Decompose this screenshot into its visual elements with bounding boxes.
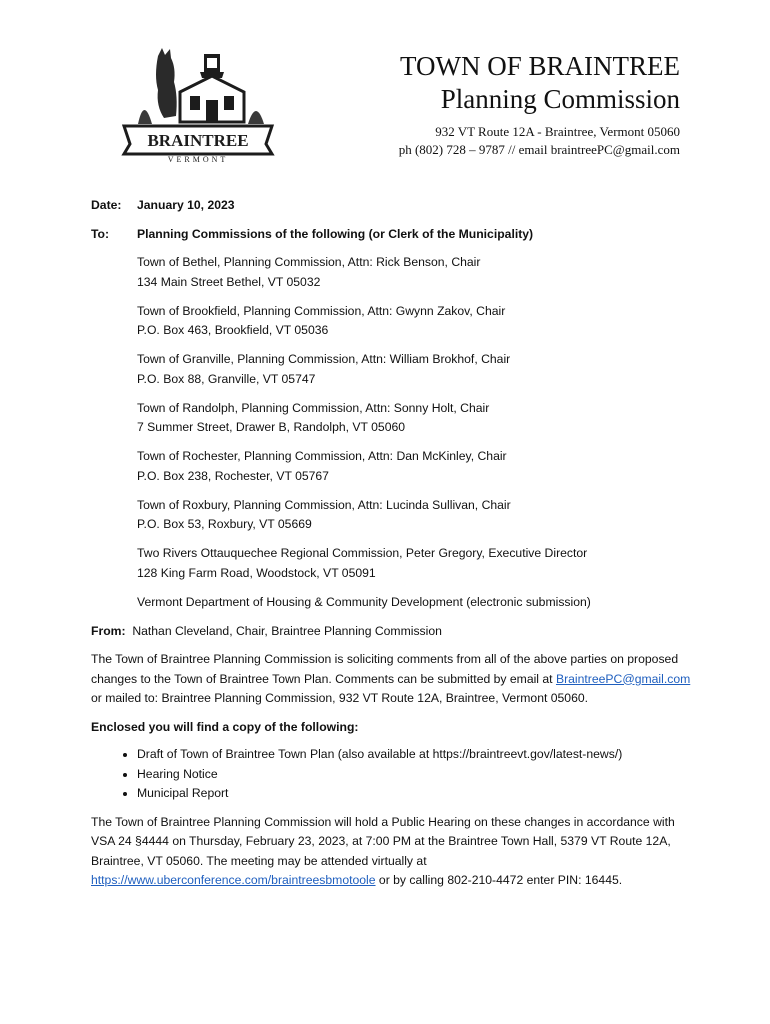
enclosed-heading: Enclosed you will find a copy of the following: [91,719,359,734]
braintree-logo [118,46,278,164]
paragraph-text: The Town of Braintree Planning Commission will hold a Public Hearing on these changes in accordance with VSA 24 §4444 on Thursday, February 23, 2023, at 7:00 PM at the Braintree Town Hall, 5379 VT Route 12A, Braintree, VT 05060. The meeting may be attended virtually at [91,814,675,868]
recipient-item [137,302,691,341]
recipient-line: Town of Granville, Planning Commission, Attn: William Brokhof, Chair [137,352,511,366]
recipient-item [137,544,691,583]
comments-paragraph [91,650,691,709]
recipient-item [137,496,691,535]
to-value: Planning Commissions of the following (or Clerk of the Municipality) [137,226,534,241]
email-link[interactable]: BraintreePC@gmail.com [555,671,691,686]
letterhead-address: 932 VT Route 12A - Braintree, Vermont 05060 [435,124,680,139]
list-item: • Draft of Town of Braintree Town Plan (also available at https://braintreevt.gov/latest-news/) [137,745,691,765]
recipient-line: Town of Randolph, Planning Commission, Attn: Sonny Holt, Chair [137,400,490,415]
date-label: Date: [91,198,122,212]
recipient-address: P.O. Box 238, Rochester, VT 05767 [137,468,329,483]
list-item: • Hearing Notice [137,765,691,785]
recipient-line: Town of Roxbury, Planning Commission, Attn: Lucinda Sullivan, Chair [137,497,511,512]
from-label: From: [91,623,126,638]
recipient-line: Town of Bethel, Planning Commission, Attn: Rick Benson, Chair [137,255,481,269]
commission-name: Planning Commission [440,84,680,114]
recipient-line: Two Rivers Ottauquechee Regional Commission, Peter Gregory, Executive Director [137,546,588,560]
logo-text: BRAINTREE [147,131,249,150]
date-row [91,196,691,216]
enclosed-list [91,745,691,804]
recipient-address: 134 Main Street Bethel, VT 05032 [137,274,321,289]
recipient-address: P.O. Box 463, Brookfield, VT 05036 [137,323,329,337]
recipient-line: Vermont Department of Housing & Community Development (electronic submission) [137,594,591,609]
recipient-line: Town of Rochester, Planning Commission, Attn: Dan McKinley, Chair [137,449,507,463]
recipient-item [137,447,691,486]
recipient-item [137,593,691,613]
logo-subtext: VERMONT [167,155,229,164]
recipient-line: Town of Brookfield, Planning Commission, Attn: Gwynn Zakov, Chair [137,303,506,318]
date-value: January 10, 2023 [137,198,235,212]
recipient-address: P.O. Box 53, Roxbury, VT 05669 [137,517,312,531]
paragraph-text: The Town of Braintree Planning Commission is soliciting comments from all of the above parties on proposed changes to the Town of Braintree Town Plan. Comments can be submitted by email at [91,652,679,686]
memo-body [91,196,691,891]
recipient-item [137,399,691,438]
tree-left [138,110,152,124]
cat-figure [156,48,177,118]
meeting-link[interactable]: https://www.uberconference.com/braintreesbmotoole [91,873,376,887]
from-row [91,622,691,642]
from-value: Nathan Cleveland, Chair, Braintree Planning Commission [132,623,442,638]
recipient-list [137,253,691,612]
recipient-address: P.O. Box 88, Granville, VT 05747 [137,371,316,386]
to-row [91,225,691,245]
paragraph-text: or mailed to: Braintree Planning Commission, 932 VT Route 12A, Braintree, Vermont 05060. [91,691,589,705]
recipient-item [137,253,691,292]
town-name: TOWN OF BRAINTREE [400,51,680,81]
recipient-item [137,350,691,389]
letterhead [399,50,680,159]
paragraph-text: or by calling 802-210-4472 enter PIN: 16445. [375,873,623,887]
hearing-paragraph [91,813,691,891]
recipient-address: 7 Summer Street, Drawer B, Randolph, VT 05060 [137,420,406,434]
letterhead-contact: ph (802) 728 – 9787 // email braintreePC@gmail.com [398,142,680,157]
tree-right [248,111,264,124]
to-label: To: [91,226,110,241]
recipient-address: 128 King Farm Road, Woodstock, VT 05091 [137,565,376,580]
list-item: • Municipal Report [137,784,691,804]
